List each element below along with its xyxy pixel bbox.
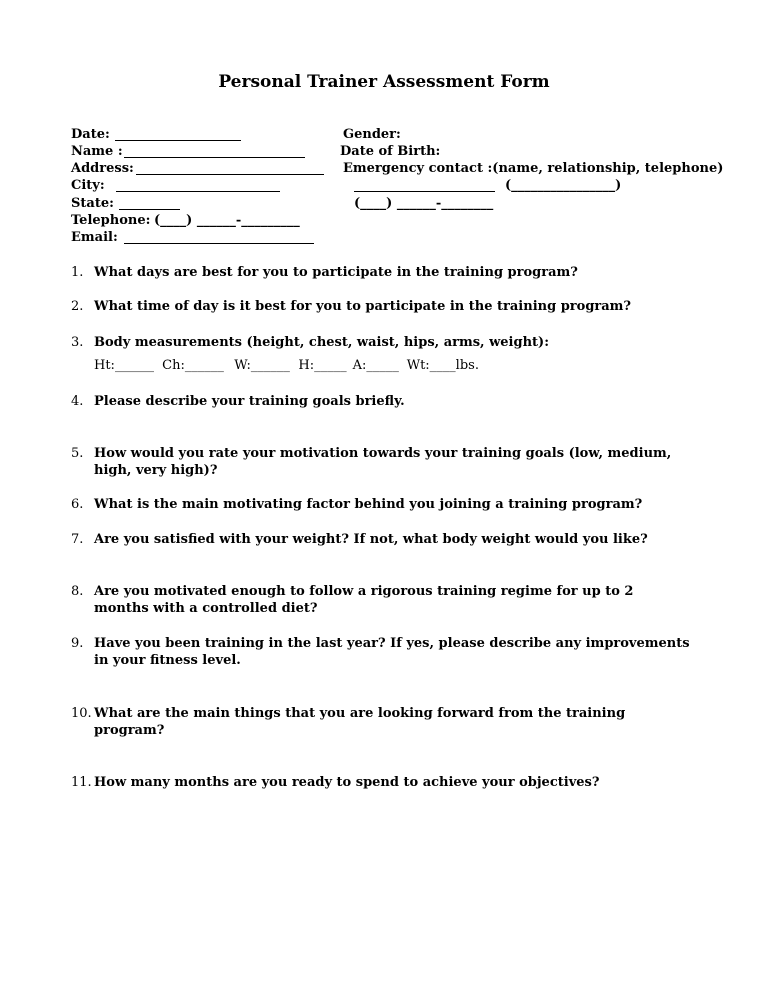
waist-field[interactable]: W:______ (234, 358, 290, 373)
arms-field[interactable]: A:_____ (352, 358, 399, 373)
question-6 (71, 496, 691, 513)
question-number: 11. (71, 775, 92, 790)
question-number: 2. (71, 299, 84, 314)
question-9 (71, 635, 691, 669)
question-text: How would you rate your motivation towards your training goals (low, medium, high, very high)? (94, 446, 672, 478)
email-field[interactable] (124, 231, 314, 244)
question-text: How many months are you ready to spend to achieve your objectives? (94, 775, 600, 790)
question-number: 8. (71, 584, 84, 599)
question-number: 5. (71, 446, 84, 461)
question-number: 9. (71, 636, 84, 651)
question-text: What are the main things that you are looking forward from the training program? (94, 706, 626, 738)
question-text: Have you been training in the last year? If yes, please describe any improvements in your fitness level. (94, 636, 690, 668)
question-text: What is the main motivating factor behind you joining a training program? (94, 497, 643, 512)
address-field[interactable] (136, 162, 324, 175)
telephone-field[interactable]: (____) ______-_________ (154, 213, 300, 228)
question-number: 6. (71, 497, 84, 512)
date-field[interactable] (115, 128, 241, 141)
question-text: Please describe your training goals briefly. (94, 394, 405, 409)
address-label: Address: (71, 161, 134, 176)
name-label: Name : (71, 144, 123, 159)
emergency-name-field[interactable] (354, 179, 495, 192)
email-label: Email: (71, 230, 118, 245)
question-number: 1. (71, 265, 84, 280)
state-field[interactable] (119, 197, 180, 210)
city-field[interactable] (116, 179, 280, 192)
question-5 (71, 445, 691, 479)
question-10 (71, 705, 691, 739)
name-field[interactable] (124, 145, 305, 158)
emergency-contact-label: Emergency contact :(name, relationship, telephone) (343, 161, 724, 176)
date-label: Date: (71, 127, 110, 142)
telephone-label: Telephone: (71, 213, 151, 228)
city-label: City: (71, 178, 105, 193)
question-text: What days are best for you to participate in the training program? (94, 265, 578, 280)
emergency-phone-field[interactable]: (____) ______-________ (354, 196, 494, 211)
question-text: Are you satisfied with your weight? If not, what body weight would you like? (94, 532, 648, 547)
question-8 (71, 583, 691, 617)
body-measurements (94, 358, 479, 373)
question-number: 7. (71, 532, 84, 547)
state-label: State: (71, 196, 114, 211)
form-title: Personal Trainer Assessment Form (218, 72, 550, 92)
question-2 (71, 298, 691, 315)
question-text: Are you motivated enough to follow a rigorous training regime for up to 2 months with a controlled diet? (94, 584, 634, 616)
emergency-relationship-field[interactable]: (________________) (505, 178, 622, 193)
gender-label: Gender: (343, 127, 401, 142)
question-1 (71, 264, 691, 281)
question-text: Body measurements (height, chest, waist, hips, arms, weight): (94, 335, 549, 350)
dob-label: Date of Birth: (340, 144, 441, 159)
height-field[interactable]: Ht:______ (94, 358, 154, 373)
question-number: 10. (71, 706, 92, 721)
question-text: What time of day is it best for you to participate in the training program? (94, 299, 632, 314)
question-3 (71, 334, 691, 351)
question-number: 4. (71, 394, 84, 409)
question-11 (71, 774, 691, 791)
question-7 (71, 531, 691, 548)
question-number: 3. (71, 335, 84, 350)
weight-field[interactable]: Wt:____lbs. (406, 358, 479, 373)
hips-field[interactable]: H:_____ (298, 358, 347, 373)
chest-field[interactable]: Ch:______ (162, 358, 224, 373)
question-4 (71, 393, 691, 410)
